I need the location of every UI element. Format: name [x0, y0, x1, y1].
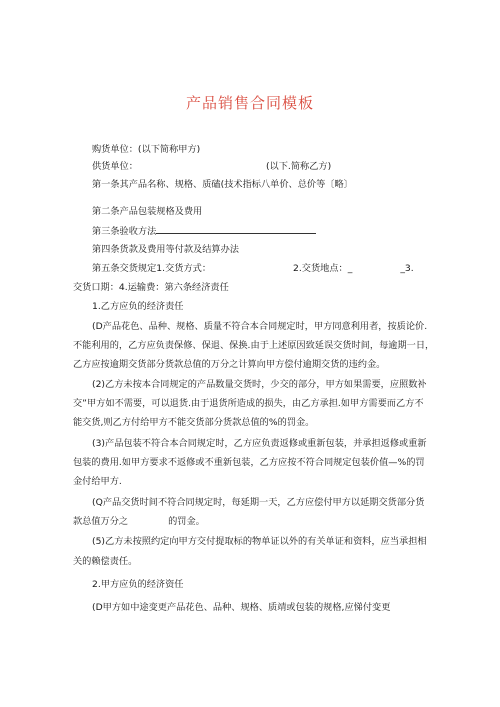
para-4-text: 款总值万分之	[73, 516, 129, 527]
para-1-line-1: (D产品花色、品种、规格、质量不符合本合同规定时，甲方同意利用者，按质论价.	[92, 321, 428, 332]
seller-alias: (以下.简称乙方)	[265, 161, 332, 172]
para-5-line-2: 关的赖偿责任。	[73, 556, 138, 567]
para-2-line-3: 能交货,则乙方付给甲方不能交货部分货款总值的%的罚金。	[73, 417, 315, 428]
page-title: 产品销售合同模板	[185, 94, 314, 112]
clause-1: 第一条其产品名称、规格、质磕(技术指标八单价、总价等〔略〕	[92, 179, 353, 190]
para-2-line-1: (2)乙方未按本合同规定的产品数量交货时，少交的部分，甲方如果需要，应照数补	[92, 379, 427, 390]
para-4-line-2	[73, 515, 205, 528]
delivery-place: 2.交货地点：_	[293, 263, 353, 274]
delivery-item-3: _3.	[400, 263, 414, 274]
clause-3-label: 第三条验收方法	[92, 226, 157, 237]
buyer-line: 购货单位：(以下简称甲方)	[92, 144, 201, 155]
seller-line	[92, 160, 331, 173]
para-1-line-2: 不能利用的，乙方应负责保修、保退、保换.由于上述原因致延误交货时间，每逾期一日，	[73, 340, 435, 351]
para-2-line-2: 交”甲方如不需要，可以退货.由于退货所造成的损失，由乙方承担.如甲方需要而乙方不	[73, 398, 424, 409]
clause-3-blank	[156, 224, 316, 234]
para-4-line-1: (Q产品交货时间不符合同规定时，每延期一天，乙方应偿付甲方以延期交货部分货	[92, 497, 425, 508]
seller-liability-heading: 1.乙方应负的经济责任	[92, 301, 184, 312]
delivery-method: 第五条交货规定1.交货方式：	[92, 263, 212, 274]
clause-3	[92, 224, 316, 238]
clause-5	[92, 262, 414, 275]
para-5-line-1: (5)乙方未按照约定向甲方交付提取标的物单证以外的有关单证和资料，应当承担相	[92, 536, 427, 547]
para-4-penalty: 的罚金。	[168, 516, 205, 527]
buyer-para-1-line-1: (D甲方如中途变更产品花色、品种、规格、质靖或包装的规格,应悌付变更	[92, 602, 391, 613]
para-3-line-2: 包装的费用.如甲方要求不返修或不重新包装，乙方应按不符合同规定包装价值—%的罚	[73, 457, 425, 468]
clause-5-cont: 交货口期：4.运输费：第六条经济责任	[73, 282, 229, 293]
buyer-liability-heading: 2.甲方应负的经济资任	[92, 579, 184, 590]
para-1-line-3: 乙方应按逾期交货部分货款总值的万分之计算向甲方偿付逾期交货的违约金。	[73, 359, 386, 370]
clause-2: 第二条产品包装规格及费用	[92, 206, 203, 217]
para-3-line-3: 金付给甲方.	[73, 476, 122, 487]
seller-label: 供货单位：	[92, 161, 138, 172]
para-3-line-1: (3)产品包装不符合本合同规定时，乙方应负责返修或重新包装，并承担返修或重新	[92, 438, 427, 449]
clause-4: 第四条货款及费用等付款及结算办法	[92, 244, 239, 255]
